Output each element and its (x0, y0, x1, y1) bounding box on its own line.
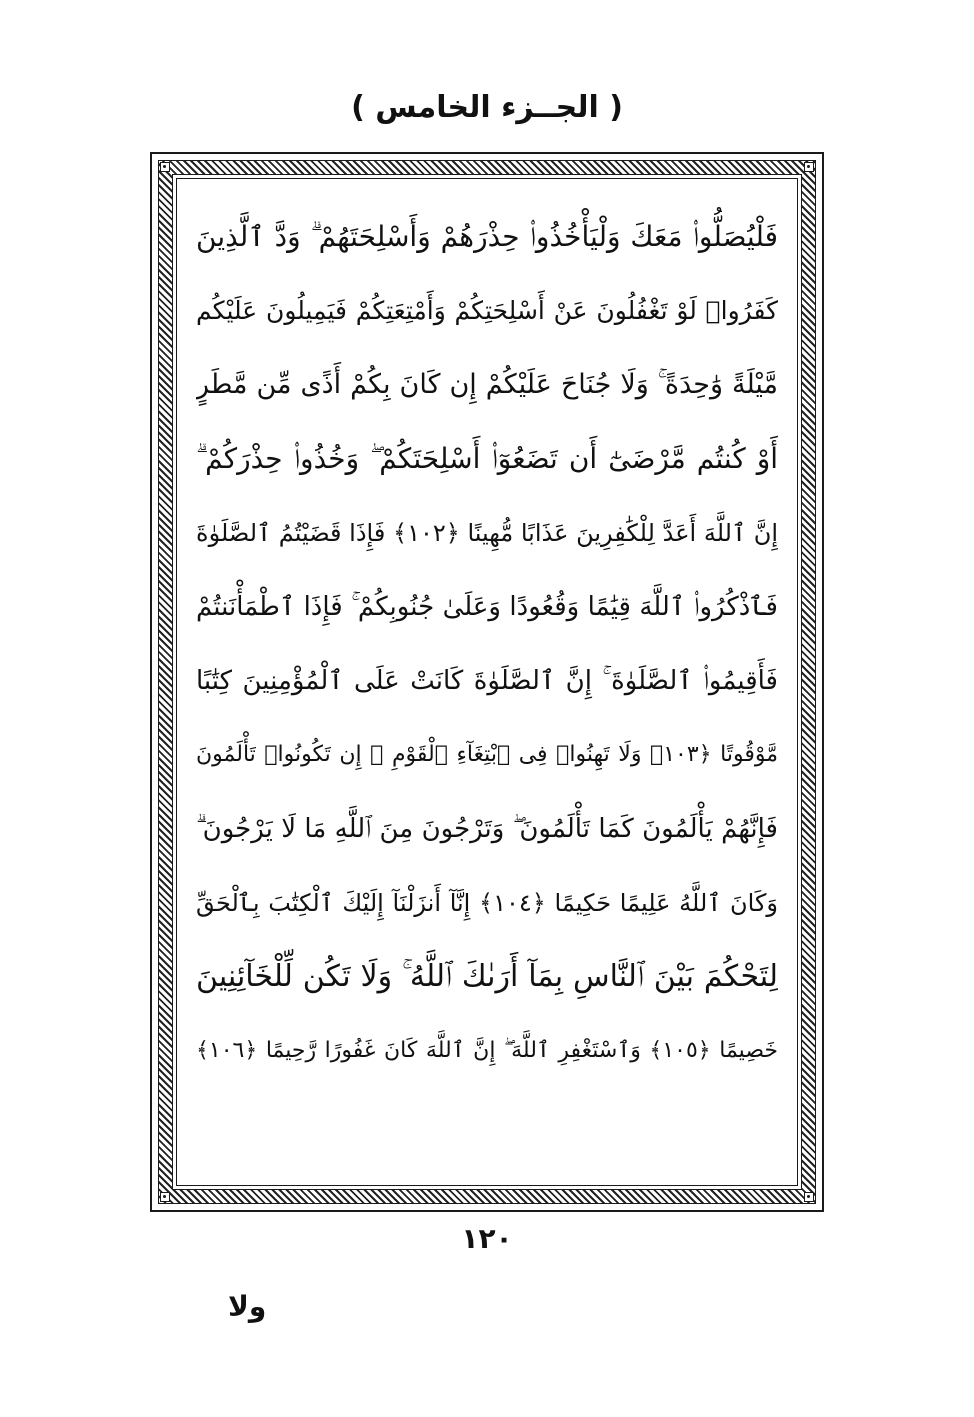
page-number: ١٢٠ (461, 1222, 513, 1255)
corner-ornament (804, 1192, 814, 1202)
verse-line: فَٱذْكُرُوا۟ ٱللَّهَ قِيَٰمًا وَقُعُودًا وَعَلَىٰ جُنُوبِكُمْ ۚ فَإِذَا ٱطْمَأْنَنتُمْ (196, 592, 778, 622)
verse-line: فَإِنَّهُمْ يَأْلَمُونَ كَمَا تَأْلَمُونَ ۖ وَتَرْجُونَ مِنَ ٱللَّهِ مَا لَا يَرْجُونَ ۗ (196, 814, 778, 844)
verse-line: إِنَّ ٱللَّهَ أَعَدَّ لِلْكَٰفِرِينَ عَذَابًا مُّهِينًا ﴿١٠٢﴾ فَإِذَا قَضَيْتُمُ ٱلصَّلَوٰةَ (196, 519, 778, 547)
corner-ornament (160, 162, 170, 172)
verse-line: وَكَانَ ٱللَّهُ عَلِيمًا حَكِيمًا ﴿١٠٤﴾ إِنَّآ أَنزَلْنَآ إِلَيْكَ ٱلْكِتَٰبَ بِٱلْحَقِّ (196, 889, 778, 917)
verse-line: مَّيْلَةً وَٰحِدَةً ۚ وَلَا جُنَاحَ عَلَيْكُمْ إِن كَانَ بِكُمْ أَذًى مِّن مَّطَرٍ (196, 369, 778, 400)
corner-ornament (804, 162, 814, 172)
verse-line: فَلْيُصَلُّوا۟ مَعَكَ وَلْيَأْخُذُوا۟ حِذْرَهُمْ وَأَسْلِحَتَهُمْ ۗ وَدَّ ٱلَّذِينَ (196, 220, 778, 253)
juz-header: ( الجــزء الخامس ) (351, 90, 623, 125)
verse-line: أَوْ كُنتُم مَّرْضَىٰٓ أَن تَضَعُوٓا۟ أَسْلِحَتَكُمْ ۖ وَخُذُوا۟ حِذْرَكُمْ ۗ (196, 442, 778, 475)
catchword: ولا (228, 1290, 267, 1323)
verse-text-block (196, 200, 778, 1088)
verse-line: فَأَقِيمُوا۟ ٱلصَّلَوٰةَ ۚ إِنَّ ٱلصَّلَوٰةَ كَانَتْ عَلَى ٱلْمُؤْمِنِينَ كِتَٰبًا (196, 666, 778, 696)
verse-line: خَصِيمًا ﴿١٠٥﴾ وَٱسْتَغْفِرِ ٱللَّهَ ۖ إِنَّ ٱللَّهَ كَانَ غَفُورًا رَّحِيمًا ﴿١٠٦﴾ (196, 1038, 778, 1063)
verse-line: كَفَرُوا۟ لَوْ تَغْفُلُونَ عَنْ أَسْلِحَتِكُمْ وَأَمْتِعَتِكُمْ فَيَمِيلُونَ عَلَيْكُم (196, 296, 778, 325)
corner-ornament (160, 1192, 170, 1202)
verse-line: لِتَحْكُمَ بَيْنَ ٱلنَّاسِ بِمَآ أَرَىٰكَ ٱللَّهُ ۚ وَلَا تَكُن لِّلْخَآئِنِينَ (196, 959, 778, 994)
verse-line: مَّوْقُوتًا ﴿١٠٣﴾ وَلَا تَهِنُوا۟ فِى ٱبْتِغَآءِ ٱلْقَوْمِ ۖ إِن تَكُونُوا۟ تَأْلَمُونَ (196, 742, 778, 767)
